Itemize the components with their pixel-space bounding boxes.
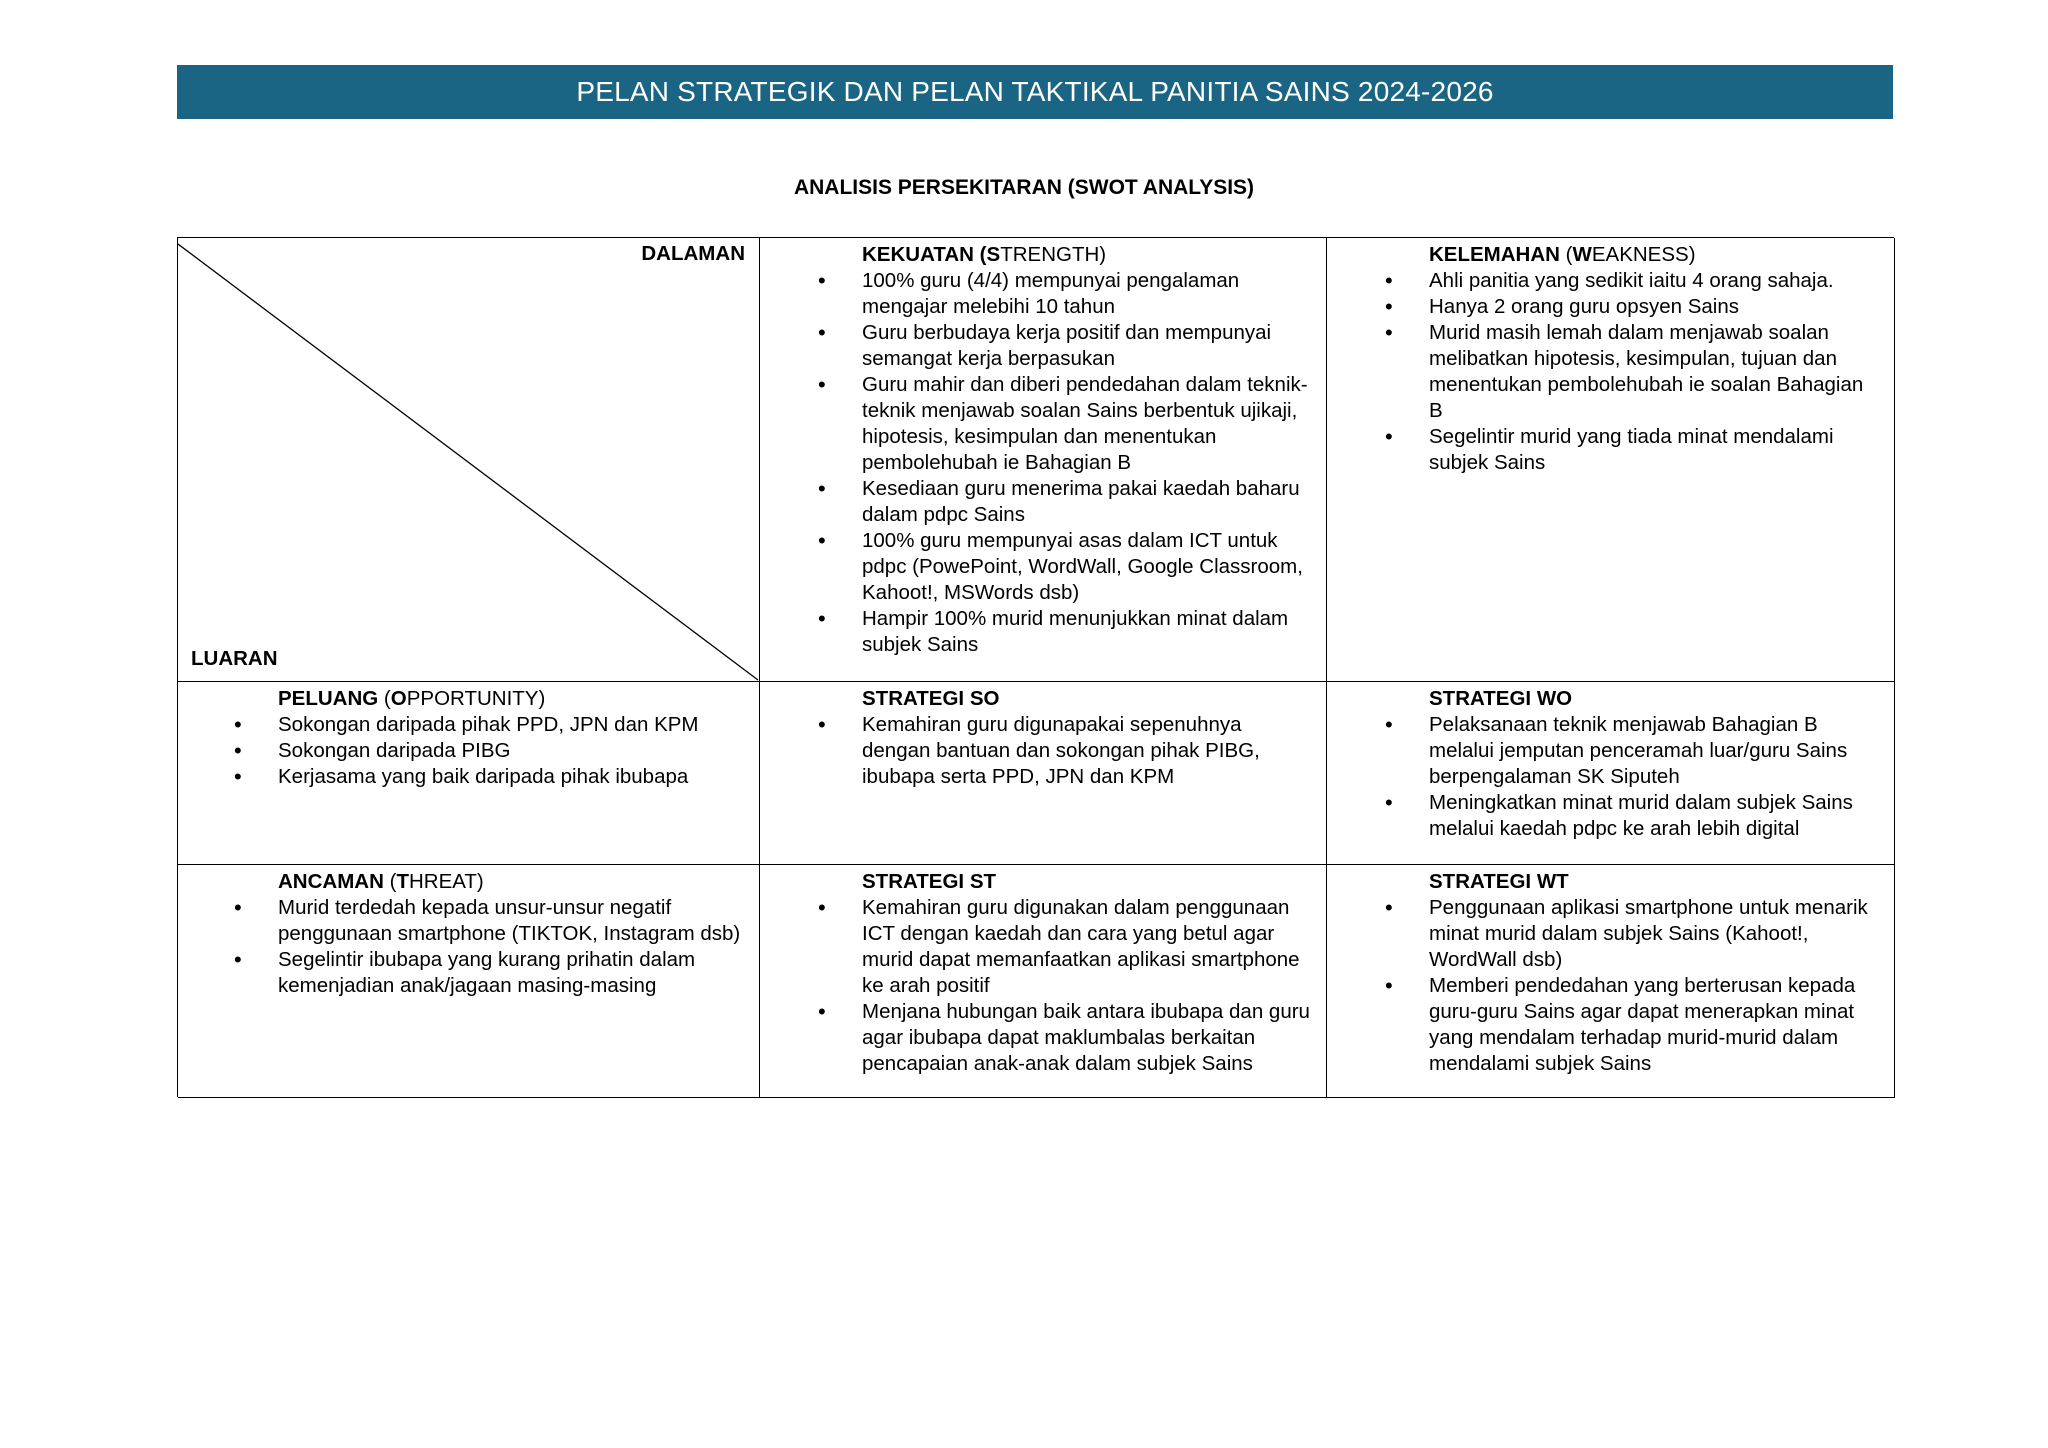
strategy-wt-cell [1327,865,1895,1098]
strategy-wo-cell [1327,682,1895,865]
list-item: • Kesediaan guru menerima pakai kaedah baharu dalam pdpc Sains [760,476,1318,528]
diagonal-divider [178,238,760,682]
list-item: • Menjana hubungan baik antara ibubapa dan guru agar ibubapa dapat maklumbalas berkaitan pencapaian anak-anak dalam subjek Sains [760,999,1318,1077]
list-item: • Murid terdedah kepada unsur-unsur negatif penggunaan smartphone (TIKTOK, Instagram dsb) [178,895,751,947]
list-item: • Memberi pendedahan yang berterusan kepada guru-guru Sains agar dapat menerapkan minat yang mendalam terhadap murid-murid dalam mendalami subjek Sains [1327,973,1886,1077]
luaran-label: LUARAN [191,647,278,670]
strategy-so-cell [760,682,1327,865]
list-item: • 100% guru mempunyai asas dalam ICT untuk pdpc (PowePoint, WordWall, Google Classroom, Kahoot!, MSWords dsb) [760,528,1318,606]
list-item: • Kemahiran guru digunakan dalam penggunaan ICT dengan kaedah dan cara yang betul agar murid dapat memanfaatkan aplikasi smartphone ke arah positif [760,895,1318,999]
dalaman-label: DALAMAN [641,242,745,265]
list-item: • Segelintir ibubapa yang kurang prihatin dalam kemenjadian anak/jagaan masing-masing [178,947,751,999]
list-item: • Pelaksanaan teknik menjawab Bahagian B melalui jemputan penceramah luar/guru Sains berpengalaman SK Siputeh [1327,712,1886,790]
strategy-st-list [760,895,1318,1077]
strategy-so-list [760,712,1318,790]
list-item: • Segelintir murid yang tiada minat mendalami subjek Sains [1327,424,1886,476]
opportunity-heading: PELUANG (OPPORTUNITY) [278,687,546,710]
weakness-heading: KELEMAHAN (WEAKNESS) [1429,243,1696,266]
weakness-list [1327,268,1886,476]
strength-list [760,268,1318,658]
list-item: • Murid masih lemah dalam menjawab soalan melibatkan hipotesis, kesimpulan, tujuan dan menentukan pembolehubah ie soalan Bahagian B [1327,320,1886,424]
list-item: • Hanya 2 orang guru opsyen Sains [1327,294,1886,320]
strategy-so-heading: STRATEGI SO [862,687,1000,710]
list-item: • Guru berbudaya kerja positif dan mempunyai semangat kerja berpasukan [760,320,1318,372]
list-item: • Meningkatkan minat murid dalam subjek Sains melalui kaedah pdpc ke arah lebih digital [1327,790,1886,842]
list-item: • Penggunaan aplikasi smartphone untuk menarik minat murid dalam subjek Sains (Kahoot!, WordWall dsb) [1327,895,1886,973]
page-banner [177,65,1893,119]
section-subtitle: ANALISIS PERSEKITARAN (SWOT ANALYSIS) [793,176,1255,199]
page-title: PELAN STRATEGIK DAN PELAN TAKTIKAL PANITIA SAINS 2024-2026 [576,76,1494,107]
opportunity-list [178,712,751,790]
strategy-wt-heading: STRATEGI WT [1429,870,1569,893]
opportunity-cell [178,682,760,865]
threat-cell [178,865,760,1098]
strength-cell [760,238,1327,682]
strategy-st-cell [760,865,1327,1098]
list-item: • 100% guru (4/4) mempunyai pengalaman mengajar melebihi 10 tahun [760,268,1318,320]
list-item: • Kerjasama yang baik daripada pihak ibubapa [178,764,751,790]
strategy-st-heading: STRATEGI ST [862,870,997,893]
list-item: • Guru mahir dan diberi pendedahan dalam teknik-teknik menjawab soalan Sains berbentuk ujikaji, hipotesis, kesimpulan dan menentukan pembolehubah ie Bahagian B [760,372,1318,476]
list-item: • Ahli panitia yang sedikit iaitu 4 orang sahaja. [1327,268,1886,294]
strategy-wo-heading: STRATEGI WO [1429,687,1573,710]
list-item: • Hampir 100% murid menunjukkan minat dalam subjek Sains [760,606,1318,658]
swot-table [177,237,1894,1097]
weakness-cell [1327,238,1895,682]
corner-cell [178,238,760,682]
strength-heading: KEKUATAN (STRENGTH) [862,243,1107,266]
strategy-wt-list [1327,895,1886,1077]
list-item: • Sokongan daripada PIBG [178,738,751,764]
list-item: • Sokongan daripada pihak PPD, JPN dan KPM [178,712,751,738]
threat-list [178,895,751,999]
list-item: • Kemahiran guru digunapakai sepenuhnya dengan bantuan dan sokongan pihak PIBG, ibubapa serta PPD, JPN dan KPM [760,712,1318,790]
strategy-wo-list [1327,712,1886,842]
threat-heading: ANCAMAN (THREAT) [278,870,484,893]
